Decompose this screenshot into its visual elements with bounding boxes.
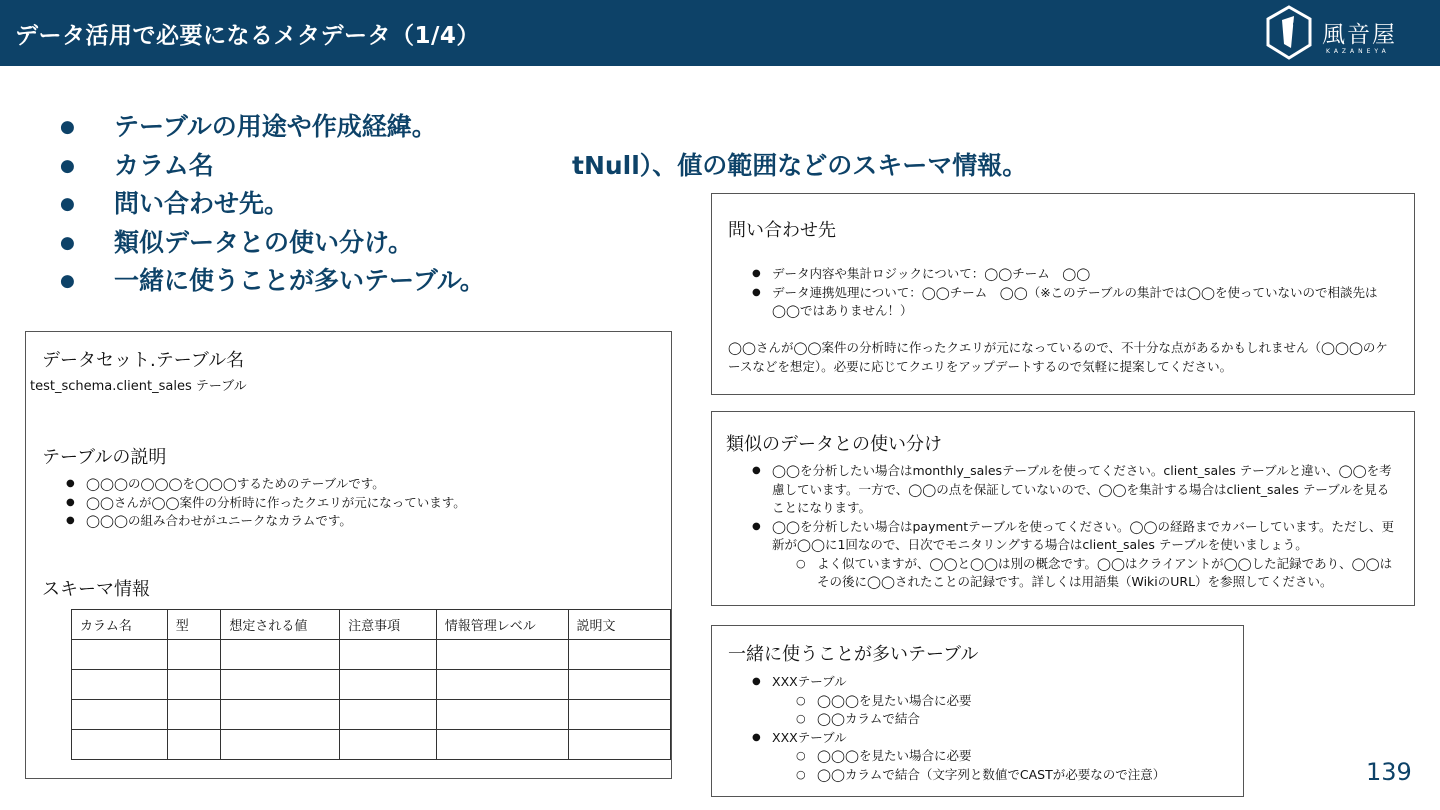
slide-title: データ活用で必要になるメタデータ（1/4） (15, 23, 480, 49)
list-sub-item: ○ ◯◯◯を見たい場合に必要 (732, 747, 1237, 766)
table-definition-card (25, 331, 672, 779)
schema-heading: スキーマ情報 (42, 579, 150, 600)
similar-list (732, 462, 1397, 592)
dataset-heading: データセット.テーブル名 (42, 350, 245, 371)
related-heading: 一緒に使うことが多いテーブル (728, 644, 979, 665)
related-tables-card (711, 625, 1244, 797)
similar-data-card (711, 411, 1415, 606)
list-sub-item: ○ ◯◯カラムで結合（文字列と数値でCASTが必要なので注意） (732, 766, 1237, 785)
company-logo (1260, 4, 1430, 62)
logo-subtext: KAZANEYA (1326, 48, 1390, 55)
contact-card (711, 193, 1415, 395)
column-header: 注意事項 (340, 610, 437, 640)
column-header: 型 (167, 610, 221, 640)
logo-text: 風音屋 (1322, 22, 1397, 48)
description-heading: テーブルの説明 (42, 447, 167, 468)
contact-heading: 問い合わせ先 (728, 220, 836, 241)
list-item: ● XXXテーブル (732, 729, 1237, 748)
list-item: ● データ内容や集計ロジックについて：◯◯チーム ◯◯ (732, 265, 1402, 284)
table-row (72, 700, 671, 730)
list-item: ● ◯◯◯の◯◯◯を◯◯◯するためのテーブルです。 (46, 475, 656, 494)
list-item: ● ◯◯◯の組み合わせがユニークなカラムです。 (46, 512, 656, 531)
list-item: ● ◯◯さんが◯◯案件の分析時に作ったクエリが元になっています。 (46, 494, 656, 513)
list-sub-item: ○ よく似ていますが、◯◯と◯◯は別の概念です。◯◯はクライアントが◯◯した記録であり、◯◯はその後に◯◯されたことの記録です。詳しくは用語集（WikiのURL）を参照してください。 (732, 555, 1397, 592)
column-header: 情報管理レベル (436, 610, 568, 640)
table-header-row (72, 610, 671, 640)
similar-heading: 類似のデータとの使い分け (726, 434, 942, 455)
list-item: ● ◯◯を分析したい場合はmonthly_salesテーブルを使ってください。client_sales テーブルと違い、◯◯を考慮しています。一方で、◯◯の点を保証していないので、◯◯を集計する場合はclient_sales テーブルを見ることになります。 (732, 462, 1397, 518)
table-row (72, 670, 671, 700)
dataset-value: test_schema.client_sales テーブル (30, 379, 247, 394)
kazaneya-logo-icon (1260, 4, 1318, 62)
schema-table (71, 609, 671, 760)
list-sub-item: ○ ◯◯◯を見たい場合に必要 (732, 692, 1237, 711)
table-row (72, 640, 671, 670)
column-header: カラム名 (72, 610, 168, 640)
list-item: ● XXXテーブル (732, 673, 1237, 692)
related-list (732, 673, 1237, 784)
slide-header (0, 0, 1440, 66)
column-header: 想定される値 (221, 610, 340, 640)
contact-list (732, 265, 1402, 321)
description-list (46, 475, 656, 531)
table-row (72, 730, 671, 760)
page-number: 139 (1366, 758, 1412, 786)
list-sub-item: ○ ◯◯カラムで結合 (732, 710, 1237, 729)
list-item: ● データ連携処理について：◯◯チーム ◯◯（※このテーブルの集計では◯◯を使っていないので相談先は◯◯ではありません！） (732, 284, 1402, 321)
contact-note: ◯◯さんが◯◯案件の分析時に作ったクエリが元になっているので、不十分な点があるかもしれません（◯◯◯のケースなどを想定）。必要に応じてクエリをアップデートするので気軽に提案してください。 (728, 340, 1388, 374)
list-item: ● ◯◯を分析したい場合はpaymentテーブルを使ってください。◯◯の経路までカバーしています。ただし、更新が◯◯に1回なので、日次でモニタリングする場合はclient_sales テーブルを使いましょう。 (732, 518, 1397, 555)
column-header: 説明文 (568, 610, 670, 640)
